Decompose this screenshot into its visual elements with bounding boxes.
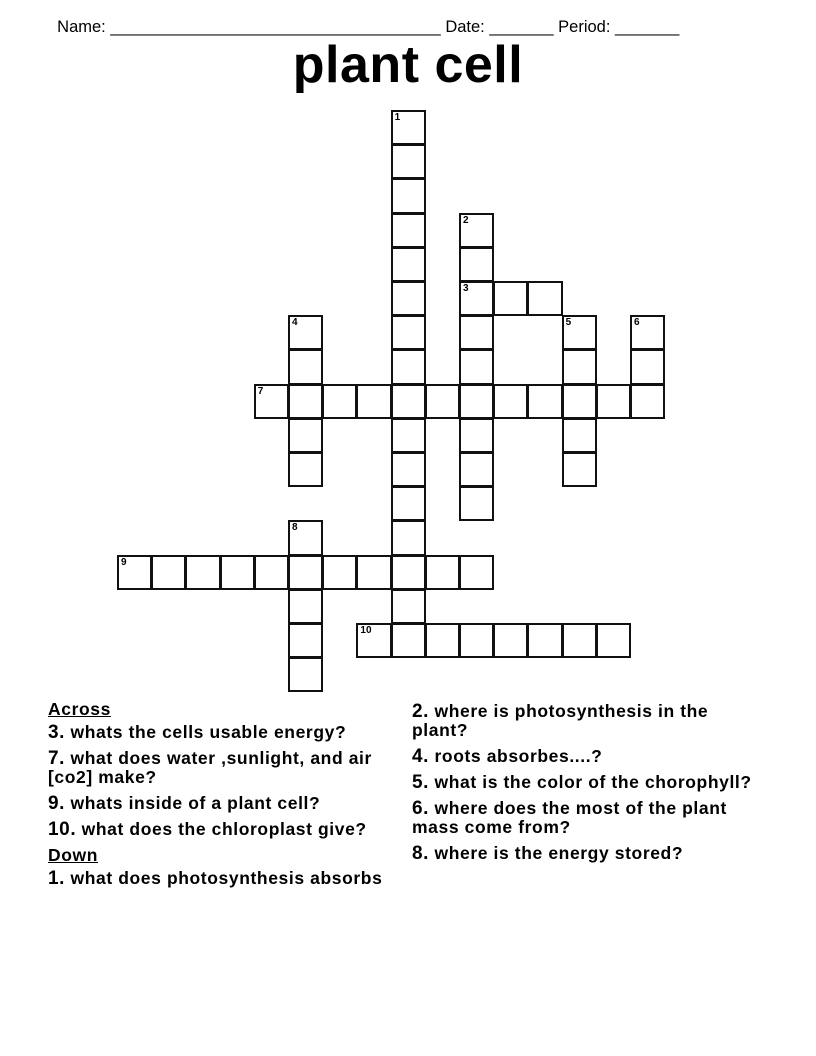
- crossword-cell[interactable]: [391, 486, 426, 521]
- date-field[interactable]: _______: [484, 18, 559, 36]
- crossword-cell[interactable]: [459, 452, 494, 487]
- crossword-cell[interactable]: [459, 384, 494, 419]
- crossword-cell[interactable]: [596, 623, 631, 658]
- crossword-cell[interactable]: [630, 384, 665, 419]
- clue-number-label: 5: [565, 317, 572, 329]
- clue-number: 3.: [48, 722, 66, 743]
- name-field[interactable]: ____________________________________: [105, 18, 446, 36]
- crossword-cell[interactable]: [562, 623, 597, 658]
- clue-text: where does the most of the plant mass come from?: [412, 798, 727, 837]
- clue-number: 1.: [48, 868, 66, 889]
- clue-text: what does water ,sunlight, and air [co2] make?: [48, 748, 372, 787]
- crossword-cell[interactable]: [288, 589, 323, 624]
- crossword-cell[interactable]: [391, 452, 426, 487]
- clue-number: 6.: [412, 798, 430, 819]
- crossword-cell[interactable]: [459, 623, 494, 658]
- clue-number-label: 9: [121, 556, 127, 568]
- crossword-cell[interactable]: [356, 384, 391, 419]
- crossword-cell[interactable]: [288, 418, 323, 453]
- crossword-cell[interactable]: [562, 418, 597, 453]
- crossword-cell[interactable]: [391, 589, 426, 624]
- clue-item: [412, 747, 752, 766]
- crossword-cell[interactable]: [391, 555, 426, 590]
- clue-item: [412, 844, 752, 863]
- crossword-cell[interactable]: [562, 452, 597, 487]
- crossword-cell[interactable]: [220, 555, 255, 590]
- clue-text: roots absorbes....?: [429, 746, 603, 766]
- crossword-cell[interactable]: [356, 623, 391, 658]
- crossword-cell[interactable]: [391, 349, 426, 384]
- crossword-cell[interactable]: [562, 384, 597, 419]
- clue-item: [48, 820, 398, 839]
- clue-number-label: 4: [292, 317, 298, 329]
- clue-number: 10.: [48, 819, 77, 840]
- crossword-cell[interactable]: [493, 384, 528, 419]
- crossword-cell[interactable]: [288, 384, 323, 419]
- crossword-cell[interactable]: [493, 623, 528, 658]
- crossword-cell[interactable]: [288, 520, 323, 555]
- clue-item: [48, 869, 398, 888]
- clue-text: what does the chloroplast give?: [76, 819, 367, 839]
- crossword-cell[interactable]: [459, 247, 494, 282]
- crossword-cell[interactable]: [288, 657, 323, 692]
- crossword-cell[interactable]: [356, 555, 391, 590]
- crossword-cell[interactable]: [562, 315, 597, 350]
- clue-item: [48, 723, 398, 742]
- clue-number-label: 10: [360, 625, 372, 636]
- crossword-cell[interactable]: [459, 315, 494, 350]
- period-label: Period:: [558, 18, 611, 36]
- crossword-cell[interactable]: [391, 110, 426, 145]
- clue-number-label: 1: [394, 112, 401, 123]
- crossword-cell[interactable]: [391, 623, 426, 658]
- crossword-cell[interactable]: [527, 623, 562, 658]
- clue-text: where is photosynthesis in the plant?: [412, 701, 709, 740]
- crossword-cell[interactable]: [459, 418, 494, 453]
- clue-text: what is the color of the chorophyll?: [429, 772, 752, 792]
- clue-section-heading: Across: [48, 699, 111, 719]
- crossword-cell[interactable]: [288, 623, 323, 658]
- crossword-cell[interactable]: [527, 281, 562, 316]
- clue-number-label: 7: [257, 385, 264, 397]
- crossword-cell[interactable]: [459, 281, 494, 316]
- crossword-cell[interactable]: [630, 349, 665, 384]
- crossword-cell[interactable]: [185, 555, 220, 590]
- crossword-cell[interactable]: [322, 555, 357, 590]
- crossword-cell[interactable]: [391, 315, 426, 350]
- crossword-cell[interactable]: [425, 555, 460, 590]
- clue-number: 5.: [412, 772, 430, 793]
- crossword-cell[interactable]: [630, 315, 665, 350]
- clue-item: [412, 702, 752, 740]
- page-title: plant cell: [292, 36, 524, 94]
- crossword-cell[interactable]: [288, 349, 323, 384]
- crossword-cell[interactable]: [151, 555, 186, 590]
- clue-text: whats inside of a plant cell?: [65, 793, 321, 813]
- crossword-cell[interactable]: [391, 144, 426, 179]
- clue-item: [48, 749, 398, 787]
- clue-number-label: 2: [463, 214, 469, 226]
- clue-item: [48, 794, 398, 813]
- clue-number-label: 6: [634, 317, 640, 329]
- crossword-cell[interactable]: [459, 213, 494, 248]
- clue-number: 7.: [48, 748, 66, 769]
- crossword-cell[interactable]: [459, 349, 494, 384]
- crossword-cell[interactable]: [596, 384, 631, 419]
- crossword-cell[interactable]: [562, 349, 597, 384]
- crossword-cell[interactable]: [391, 247, 426, 282]
- clue-number: 4.: [412, 746, 430, 767]
- crossword-cell[interactable]: [288, 315, 323, 350]
- crossword-cell[interactable]: [391, 520, 426, 555]
- crossword-cell[interactable]: [527, 384, 562, 419]
- name-label: Name:: [57, 18, 106, 36]
- clue-section-heading: Down: [48, 845, 99, 865]
- date-label: Date:: [445, 18, 485, 36]
- clues-column-right: [412, 702, 752, 870]
- crossword-cell[interactable]: [391, 213, 426, 248]
- crossword-cell[interactable]: [254, 384, 289, 419]
- clue-text: what does photosynthesis absorbs: [65, 868, 383, 888]
- crossword-cell[interactable]: [391, 281, 426, 316]
- clue-number: 2.: [412, 701, 430, 722]
- crossword-cell[interactable]: [254, 555, 289, 590]
- clue-number: 8.: [412, 843, 430, 864]
- crossword-cell[interactable]: [322, 384, 357, 419]
- clue-item: [412, 799, 752, 837]
- crossword-cell[interactable]: [459, 555, 494, 590]
- clue-text: where is the energy stored?: [429, 843, 684, 863]
- clues-column-left: [48, 700, 398, 895]
- clue-number-label: 8: [292, 522, 298, 534]
- crossword-cell[interactable]: [493, 281, 528, 316]
- crossword-cell[interactable]: [391, 384, 426, 419]
- clue-item: [412, 773, 752, 792]
- crossword-cell[interactable]: [425, 384, 460, 419]
- crossword-cell[interactable]: [288, 452, 323, 487]
- crossword-cell[interactable]: [391, 418, 426, 453]
- clue-number: 9.: [48, 793, 66, 814]
- clue-number-label: 3: [463, 283, 469, 294]
- crossword-cell[interactable]: [425, 623, 460, 658]
- crossword-cell[interactable]: [459, 486, 494, 521]
- period-field[interactable]: _______: [610, 18, 680, 36]
- crossword-cell[interactable]: [391, 178, 426, 213]
- crossword-cell[interactable]: [288, 555, 323, 590]
- crossword-cell[interactable]: [117, 555, 152, 590]
- clue-text: whats the cells usable energy?: [65, 722, 347, 742]
